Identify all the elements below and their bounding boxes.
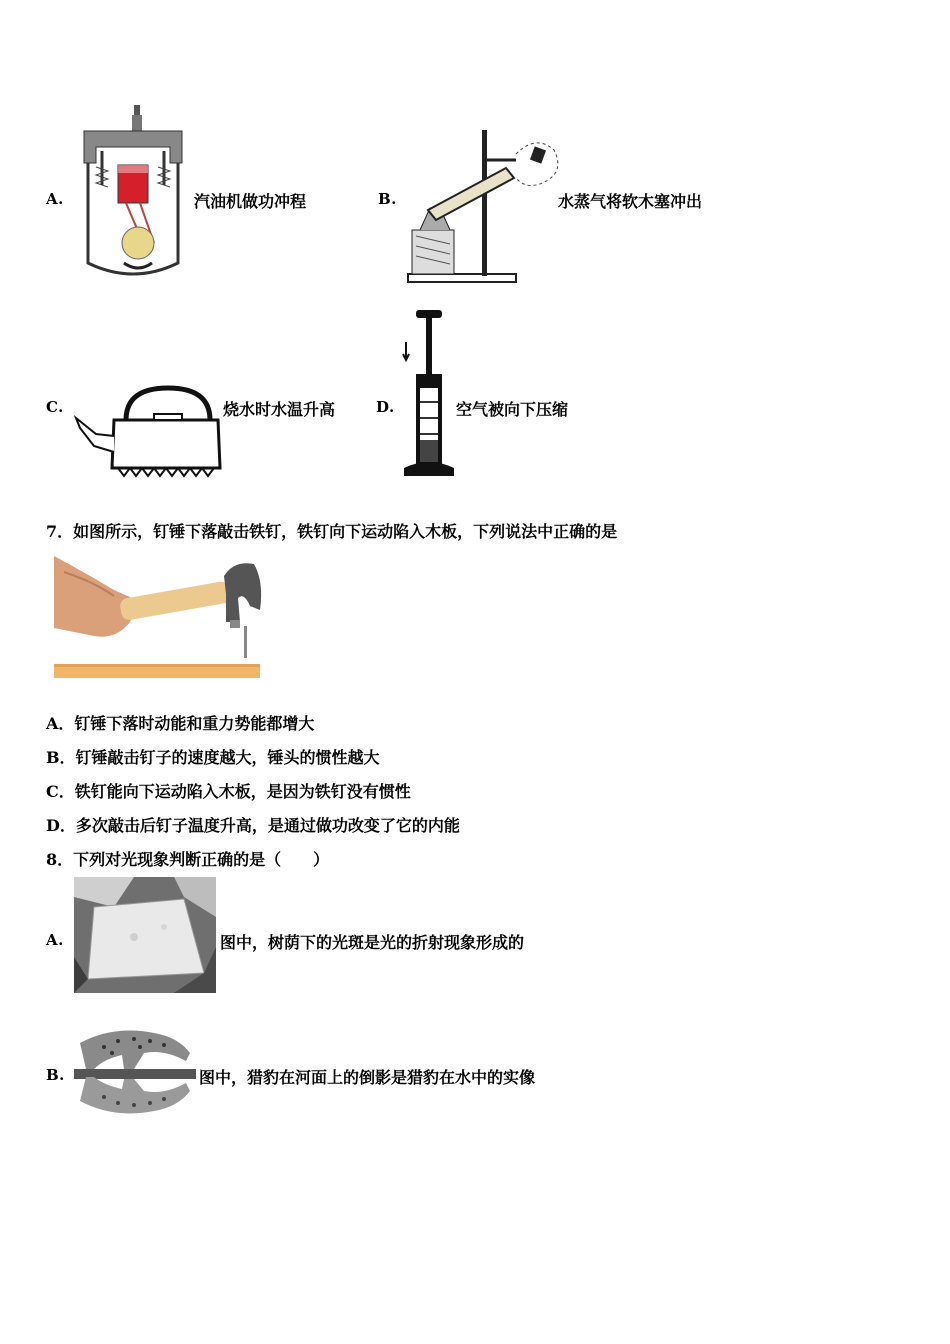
option-b-caption: 水蒸气将软木塞冲出 [558,192,703,211]
air-pump-icon [402,306,456,480]
hammer-nail-icon [54,552,264,680]
option-a-caption: 汽油机做功冲程 [194,192,307,211]
question-8-stem: 8．下列对光现象判断正确的是（ ） [46,850,330,869]
option-b-label: B. [378,190,397,208]
cheetah-reflection-photo-icon [74,1019,196,1123]
option-c-caption: 烧水时水温升高 [223,400,336,419]
light-spot-photo-icon [74,877,216,993]
option-a-label: A. [46,190,64,208]
question-7-stem: 7．如图所示，钉锤下落敲击铁钉，铁钉向下运动陷入木板，下列说法中正确的是 [46,522,618,541]
question-7-option-c: C．铁钉能向下运动陷入木板，是因为铁钉没有惯性 [46,782,411,801]
question-7-option-b: B．钉锤敲击钉子的速度越大，锤头的惯性越大 [46,748,380,767]
question-7-option-d: D．多次敲击后钉子温度升高，是通过做功改变了它的内能 [46,816,460,835]
question-7-option-a: A．钉锤下落时动能和重力势能都增大 [46,714,315,733]
question-8-option-a-caption: 图中，树荫下的光斑是光的折射现象形成的 [220,933,525,952]
steam-cork-apparatus-icon [406,126,562,286]
option-c-label: C. [46,398,64,416]
option-d-caption: 空气被向下压缩 [456,400,569,419]
question-8-option-a-label: A. [46,931,64,949]
option-d-label: D. [376,398,395,416]
engine-diagram-icon [74,103,192,285]
kettle-icon [74,384,224,478]
question-8-option-b-label: B. [46,1066,65,1084]
question-8-option-b-caption: 图中，猎豹在河面上的倒影是猎豹在水中的实像 [199,1068,536,1087]
